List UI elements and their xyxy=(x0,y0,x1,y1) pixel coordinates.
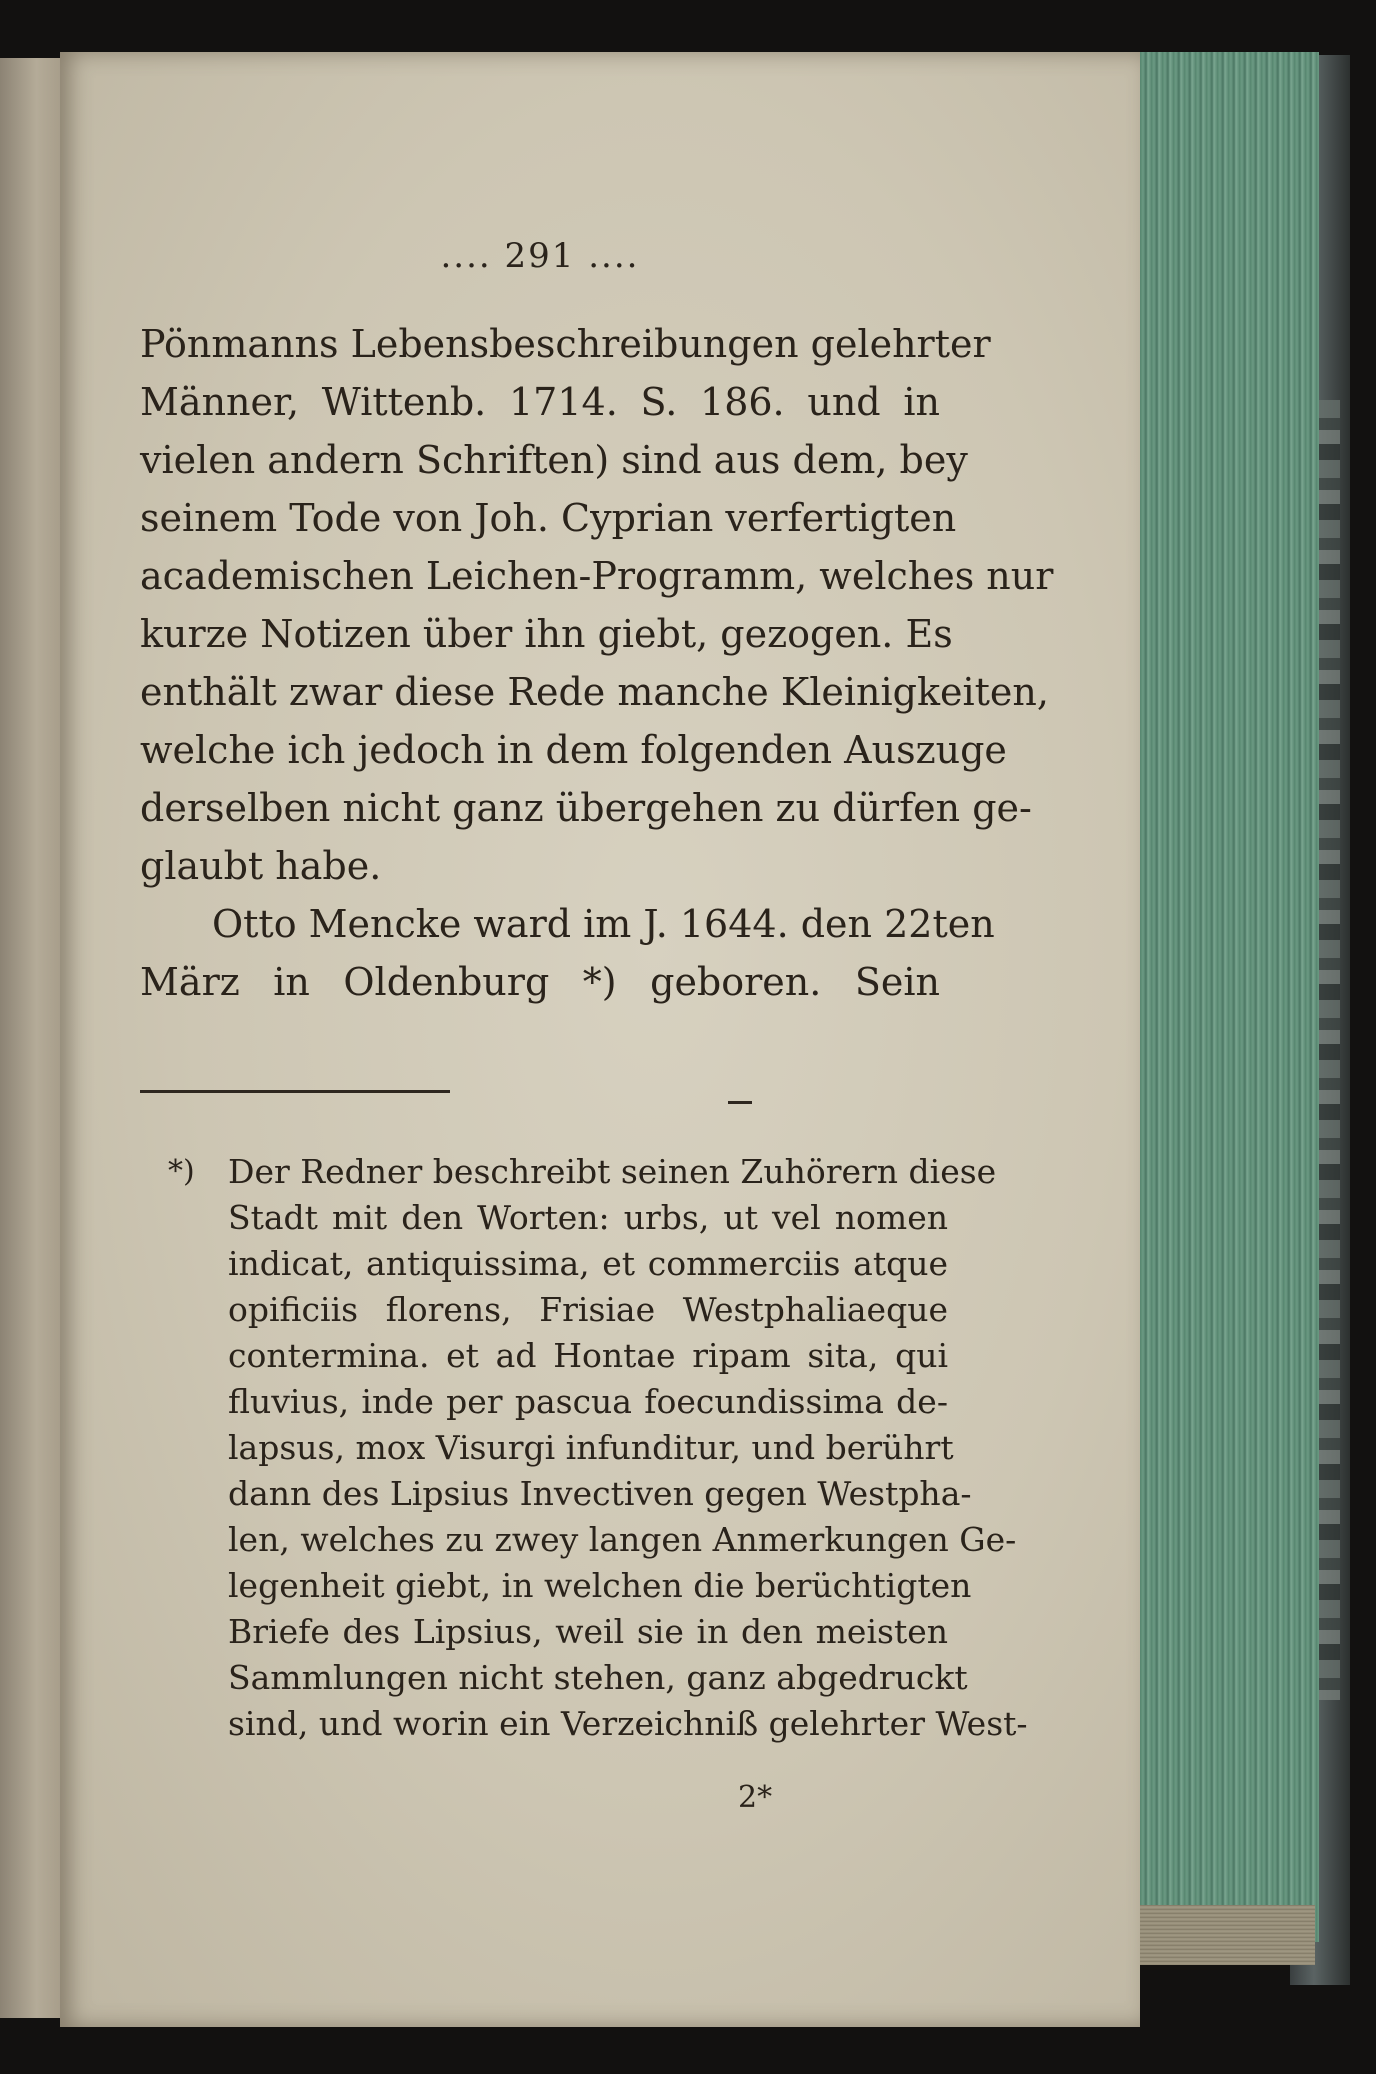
footnote-line: legenheit giebt, in welchen die berüchtigten xyxy=(228,1566,972,1605)
body-line: vielen andern Schriften) sind aus dem, bey xyxy=(140,438,968,482)
facing-page-edge xyxy=(0,58,66,2018)
body-line: Pönmanns Lebensbeschreibungen gelehrter xyxy=(140,322,991,366)
body-line: academischen Leichen-Programm, welches nur xyxy=(140,554,1054,598)
footnote-rule xyxy=(140,1090,450,1093)
page-block-edge xyxy=(1125,52,1319,1942)
body-line: derselben nicht ganz übergehen zu dürfen ge- xyxy=(140,786,1032,830)
body-line: welche ich jedoch in dem folgenden Auszuge xyxy=(140,728,1007,772)
body-line: Männer, Wittenb. 1714. S. 186. und in xyxy=(140,380,940,424)
body-line: seinem Tode von Joh. Cyprian verfertigten xyxy=(140,496,957,540)
footnote-marker: *) xyxy=(168,1154,195,1189)
footnote-line: opificiis florens, Frisiae Westphaliaeque xyxy=(228,1290,948,1329)
body-line: glaubt habe. xyxy=(140,844,382,888)
footnote-line: contermina. et ad Hontae ripam sita, qui xyxy=(228,1336,948,1375)
body-line: enthält zwar diese Rede manche Kleinigkeiten, xyxy=(140,670,1049,714)
body-line: kurze Notizen über ihn giebt, gezogen. Es xyxy=(140,612,953,656)
signature-mark: 2* xyxy=(738,1780,773,1815)
footnote-line: lapsus, mox Visurgi infunditur, und berührt xyxy=(228,1428,954,1467)
footnote-line: sind, und worin ein Verzeichniß gelehrter West- xyxy=(228,1704,1028,1743)
footnote-line: len, welches zu zwey langen Anmerkungen Ge- xyxy=(228,1520,1017,1559)
body-line: Otto Mencke ward im J. 1644. den 22ten xyxy=(212,902,995,946)
footnote-line: fluvius, inde per pascua foecundissima de- xyxy=(228,1382,948,1421)
body-line: März in Oldenburg *) geboren. Sein xyxy=(140,960,940,1004)
page-number-header: .... 291 .... xyxy=(440,236,640,276)
page-block-bottom xyxy=(1125,1905,1315,1965)
footnote-line: Stadt mit den Worten: urbs, ut vel nomen xyxy=(228,1198,948,1237)
footnote-line: Der Redner beschreibt seinen Zuhörern diese xyxy=(228,1152,997,1191)
footnote-line: Sammlungen nicht stehen, ganz abgedruckt xyxy=(228,1658,968,1697)
footnote-line: Briefe des Lipsius, weil sie in den meisten xyxy=(228,1612,948,1651)
footnote-line: dann des Lipsius Invectiven gegen Westpha- xyxy=(228,1474,972,1513)
footnote-line: indicat, antiquissima, et commerciis atque xyxy=(228,1244,948,1283)
footnote-rule-dash xyxy=(728,1101,752,1104)
